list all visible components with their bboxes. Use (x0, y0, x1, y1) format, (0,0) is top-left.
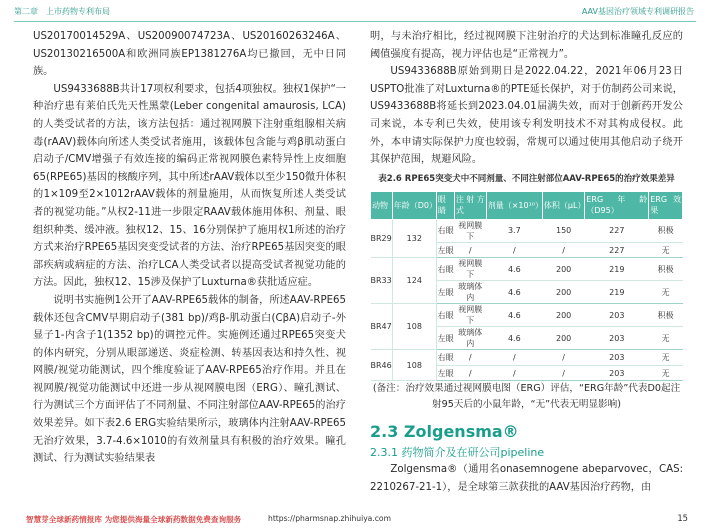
erg-results-table (370, 191, 683, 382)
cell-method: 视网膜下 (454, 258, 486, 281)
cell-method: / (454, 365, 486, 381)
paragraph-expiry: US9433688B原始到期日是2022.04.22，2021年06月23日USPTO批准了对Luxturna®的PTE延长保护，对于仿制药公司来说，US9433688B将延长到2023.04.01届满失效，而对于创新药开发公司来说，本专利已失效，使用该专利发明技术不对其构成侵权。此外，本申请实际保护力度也较弱，常规可以通过使用其他启动子绕开其保护范围，规避风险。 (370, 66, 683, 166)
cell-dose: / (486, 242, 542, 258)
table-header-row (371, 191, 683, 219)
cell-dose: / (486, 365, 542, 381)
paragraph-withdrawn: US20170014529A、US20090074723A、US20160263246A、US20130216500A和欧洲同族EP1381276A均已撤回，无中日同族。 (33, 31, 346, 78)
cell-effect: 无 (649, 350, 683, 366)
cell-age: 108 (392, 304, 436, 350)
footer-slogan: 智慧芽全球新药情报库 为您提供海量全球新药数据免费查询服务 (26, 515, 242, 524)
report-title: AAV基因治疗领域专利调研报告 (581, 7, 694, 16)
column-header: 剂量（×10¹⁰） (486, 191, 542, 219)
column-header: ERG效果 (649, 191, 683, 219)
cell-vol: 200 (542, 258, 584, 281)
column-header: 动物 (371, 191, 393, 219)
cell-erg-age: 203 (585, 350, 649, 366)
cell-eye: 左眼 (436, 327, 454, 350)
cell-effect: 无 (649, 365, 683, 381)
cell-eye: 左眼 (436, 281, 454, 304)
chapter-title: 第二章 上市药物专利布局 (14, 7, 110, 16)
table-row (371, 304, 683, 327)
cell-dose: 3.7 (486, 219, 542, 242)
paragraph-claims: US9433688B共计17项权利要求，包括4项独权。独权1保护“一种治疗患有莱伯氏先天性黑蒙(Leber congenital amaurosis, LCA)的人类受试者的方法，该方法包括：通过视网膜下注射重组腺相关病毒(rAAV)载体向所述人类受试者施用，该载体包含能与鸡β肌动蛋白启动子/CMV增强子有效连接的编码正常视网膜色素特异性上皮细胞65(RPE65)基因的核酸序列，其中所述rAAV载体以至少150微升体积的1×109至2×1012rAAV载体的剂量施用，从而恢复所述人类受试者的视觉功能。”从权2-11进一步限定RAAV载体施用体积、剂量、眼组织种类、缓冲液。独权12、15、16分别保护了施用权1所述的治疗方式来治疗RPE65基因突变受试者的方法、治疗RPE65基因突变的眼部疾病或病症的方法、治疗LCA人类受试者以提高受试者视觉功能的方法。因此，独权12、15涉及保护了Luxturna®获批适应症。 (33, 83, 346, 289)
cell-vol: / (542, 350, 584, 366)
cell-erg-age: 203 (585, 365, 649, 381)
cell-age: 124 (392, 258, 436, 304)
cell-age: 132 (392, 219, 436, 258)
cell-vol: 200 (542, 327, 584, 350)
cell-erg-age: 203 (585, 304, 649, 327)
cell-method: 视网膜下 (454, 219, 486, 242)
column-header: ERG年龄（D95） (585, 191, 649, 219)
paragraph-results: 明，与未治疗相比，经过视网膜下注射治疗的犬达到标准瞳孔反应的阈值强度有提高，视力评估也是“正常视力”。 (370, 31, 683, 60)
cell-eye: 左眼 (436, 242, 454, 258)
table-body (371, 219, 683, 381)
table-note: (备注：治疗效果通过视网膜电图（ERG）评估，“ERG年龄”代表D0起注射95天后的小鼠年龄，“无”代表无明显影响) (372, 383, 681, 411)
cell-animal: BR33 (371, 258, 393, 304)
table-row (371, 350, 683, 366)
cell-effect: 积极 (649, 304, 683, 327)
cell-erg-age: 219 (585, 258, 649, 281)
cell-method: / (454, 350, 486, 366)
cell-eye: 左眼 (436, 365, 454, 381)
cell-dose: 4.6 (486, 258, 542, 281)
table-row (371, 219, 683, 242)
cell-animal: BR46 (371, 350, 393, 381)
cell-dose: 4.6 (486, 304, 542, 327)
cell-effect: 无 (649, 242, 683, 258)
cell-eye: 右眼 (436, 350, 454, 366)
cell-vol: 200 (542, 281, 584, 304)
cell-animal: BR47 (371, 304, 393, 350)
paragraph-zolgensma: Zolgensma®（通用名onasemnogene abeparvovec，CAS: 2210267-21-1），是全球第三款获批的AAV基因治疗药物，由 (370, 464, 683, 493)
cell-vol: / (542, 242, 584, 258)
cell-effect: 积极 (649, 219, 683, 242)
cell-erg-age: 203 (585, 327, 649, 350)
table-caption: 表2.6 RPE65突变犬中不同剂量、不同注射部位AAV-RPE65的治疗效果差异 (378, 173, 675, 184)
page-header (0, 0, 710, 22)
cell-dose: 4.6 (486, 281, 542, 304)
column-header: 注射方式 (454, 191, 486, 219)
cell-effect: 无 (649, 281, 683, 304)
cell-method: 玻璃体内 (454, 327, 486, 350)
page-number: 15 (677, 513, 688, 523)
left-column (33, 28, 346, 468)
column-header: 年龄（D0） (392, 191, 436, 219)
cell-method: 玻璃体内 (454, 281, 486, 304)
subsection-heading: 2.3.1 药物简介及在研公司pipeline (370, 446, 545, 460)
cell-eye: 右眼 (436, 219, 454, 242)
cell-erg-age: 227 (585, 242, 649, 258)
cell-method: / (454, 242, 486, 258)
cell-eye: 右眼 (436, 258, 454, 281)
right-column (370, 28, 683, 496)
cell-dose: / (486, 350, 542, 366)
cell-animal: BR29 (371, 219, 393, 258)
cell-vol: / (542, 365, 584, 381)
cell-vol: 150 (542, 219, 584, 242)
cell-erg-age: 219 (585, 281, 649, 304)
cell-effect: 积极 (649, 258, 683, 281)
cell-erg-age: 227 (585, 219, 649, 242)
header-divider (14, 21, 696, 22)
cell-eye: 右眼 (436, 304, 454, 327)
footer-url-link[interactable]: https://pharmsnap.zhihuiya.com (268, 514, 391, 523)
table-row (371, 258, 683, 281)
cell-vol: 200 (542, 304, 584, 327)
cell-dose: 4.6 (486, 327, 542, 350)
column-header: 体积（μL） (542, 191, 584, 219)
section-heading: 2.3 Zolgensma® (370, 422, 519, 442)
page-footer (0, 508, 710, 532)
cell-effect: 无 (649, 327, 683, 350)
paragraph-examples: 说明书实施例1公开了AAV-RPE65载体的制备，所述AAV-RPE65载体还包含CMV早期启动子(381 bp)/鸡β-肌动蛋白(CβA)启动子-外显子1-内含子1(1352 bp)的调控元件。实施例还通过RPE65突变犬的体内研究，分别从眼部递送、炎症检测、转基因表达和持久性、视网膜/视觉功能测试，四个维度验证了AAV-RPE65治疗作用。并且在视网膜/视觉功能测试中还进一步从视网膜电图（ERG）、瞳孔测试、行为测试三个方面评估了不同剂量、不同注射部位AAV-RPE65的治疗效果差异。如下表2.6 ERG实验结果所示，玻璃体内注射AAV-RPE65无治疗效果，3.7-4.6×1010的有效剂量具有积极的治疗效果。瞳孔测试、行为测试实验结果表 (33, 294, 346, 465)
cell-age: 108 (392, 350, 436, 381)
cell-method: 视网膜下 (454, 304, 486, 327)
column-header: 眼睛 (436, 191, 454, 219)
